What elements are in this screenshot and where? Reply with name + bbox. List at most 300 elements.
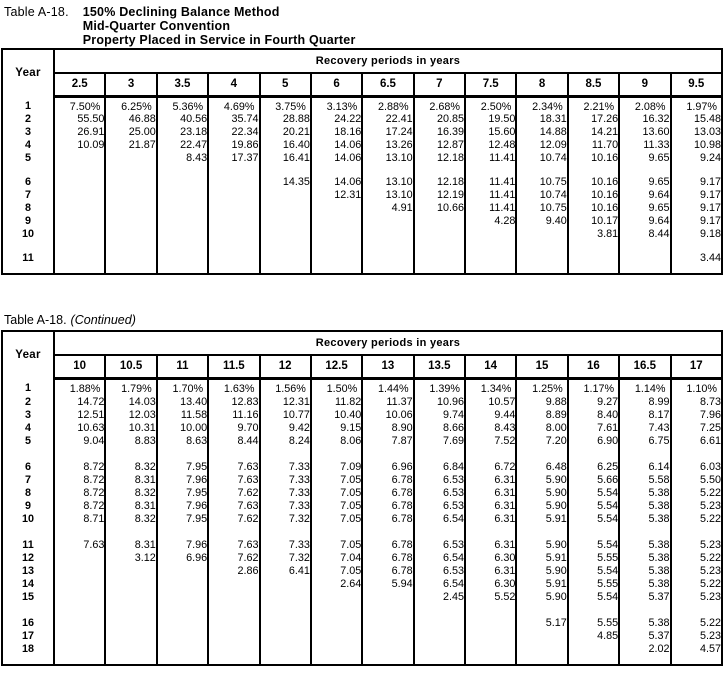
rate-cell-empty [105, 449, 156, 461]
rate-cell [311, 215, 362, 228]
rate-cell [54, 630, 105, 643]
rate-cell: 1.44% [362, 378, 413, 396]
rate-cell: 1.34% [465, 378, 516, 396]
rate-cell: 5.23 [671, 591, 723, 604]
rate-cell: 8.31 [105, 539, 156, 552]
spacer-row [2, 527, 722, 539]
rate-cell-empty [516, 527, 567, 539]
rate-cell: 7.63 [54, 539, 105, 552]
rate-cell-empty [54, 164, 105, 176]
rate-cell: 8.83 [105, 435, 156, 448]
rate-cell-empty [208, 449, 259, 461]
rate-cell: 11.33 [619, 139, 670, 152]
depreciation-table-2 [1, 330, 723, 666]
rate-cell: 9.17 [671, 176, 723, 189]
rate-cell-empty [54, 605, 105, 617]
rate-cell [54, 202, 105, 215]
rate-cell: 7.63 [208, 461, 259, 474]
rate-cell: 5.38 [619, 565, 670, 578]
rate-cell: 7.05 [311, 539, 362, 552]
spacer-row [2, 164, 722, 176]
rate-cell: 8.31 [105, 474, 156, 487]
rate-cell: 5.23 [671, 539, 723, 552]
rate-cell: 13.60 [619, 126, 670, 139]
rate-cell [208, 591, 259, 604]
rate-cell: 5.37 [619, 591, 670, 604]
rate-cell-empty [671, 265, 723, 274]
year-cell: 10 [2, 228, 54, 241]
table-row [2, 539, 722, 552]
rate-cell: 16.32 [619, 113, 670, 126]
year-cell: 8 [2, 202, 54, 215]
rate-cell: 8.89 [516, 409, 567, 422]
rate-cell [516, 643, 567, 656]
rate-cell [362, 617, 413, 630]
recovery-period-column-header: 11.5 [208, 355, 259, 378]
rate-cell [465, 252, 516, 265]
rate-cell: 10.31 [105, 422, 156, 435]
rate-cell: 9.15 [311, 422, 362, 435]
rate-cell: 21.87 [105, 139, 156, 152]
bottom-pad-row [2, 265, 722, 274]
rate-cell: 9.42 [260, 422, 311, 435]
rate-cell: 6.41 [260, 565, 311, 578]
rate-cell: 12.09 [516, 139, 567, 152]
rate-cell: 8.06 [311, 435, 362, 448]
rate-cell-empty [671, 240, 723, 252]
rate-cell-empty [157, 164, 208, 176]
recovery-period-column-header: 17 [671, 355, 723, 378]
rate-cell: 8.32 [105, 513, 156, 526]
recovery-periods-header: Recovery periods in years [54, 49, 722, 73]
rate-cell: 16.41 [260, 152, 311, 165]
rate-cell: 10.00 [157, 422, 208, 435]
rate-cell [414, 228, 465, 241]
rate-cell: 15.48 [671, 113, 723, 126]
year-cell: 6 [2, 176, 54, 189]
rate-cell [260, 578, 311, 591]
rate-cell: 6.84 [414, 461, 465, 474]
rate-cell: 7.33 [260, 539, 311, 552]
rate-cell: 19.86 [208, 139, 259, 152]
rate-cell: 1.79% [105, 378, 156, 396]
rate-cell: 7.63 [208, 539, 259, 552]
rate-cell: 1.39% [414, 378, 465, 396]
rate-cell-empty [311, 605, 362, 617]
rate-cell: 16.39 [414, 126, 465, 139]
rate-cell: 5.50 [671, 474, 723, 487]
rate-cell-empty [568, 164, 619, 176]
rate-cell: 11.58 [157, 409, 208, 422]
rate-cell-empty [619, 164, 670, 176]
depreciation-table-1 [1, 48, 723, 275]
rate-cell [105, 152, 156, 165]
rate-cell: 8.71 [54, 513, 105, 526]
rate-cell-empty [157, 240, 208, 252]
depreciation-table-1-wrap [1, 48, 723, 275]
rate-cell-empty [157, 605, 208, 617]
rate-cell: 9.44 [465, 409, 516, 422]
rate-cell-empty [465, 449, 516, 461]
table-row [2, 487, 722, 500]
rate-cell [208, 617, 259, 630]
rate-cell: 6.48 [516, 461, 567, 474]
rate-cell: 5.55 [568, 552, 619, 565]
rate-cell: 18.31 [516, 113, 567, 126]
rate-cell: 9.65 [619, 152, 670, 165]
rate-cell: 7.61 [568, 422, 619, 435]
table-row [2, 202, 722, 215]
rate-cell: 6.53 [414, 565, 465, 578]
depreciation-table-2-wrap [1, 330, 723, 666]
rate-cell: 6.78 [362, 500, 413, 513]
rate-cell-empty [414, 449, 465, 461]
rate-cell: 17.26 [568, 113, 619, 126]
rate-cell: 17.37 [208, 152, 259, 165]
year-cell: 7 [2, 189, 54, 202]
rate-cell [105, 565, 156, 578]
rate-cell: 6.96 [362, 461, 413, 474]
rate-cell [311, 630, 362, 643]
rate-cell [568, 252, 619, 265]
recovery-period-column-header: 12 [260, 355, 311, 378]
rate-cell: 7.95 [157, 461, 208, 474]
rate-cell: 9.64 [619, 189, 670, 202]
rate-cell: 2.02 [619, 643, 670, 656]
rate-cell: 1.10% [671, 378, 723, 396]
rate-cell: 5.55 [568, 578, 619, 591]
rate-cell [54, 591, 105, 604]
rate-cell-empty [105, 265, 156, 274]
rate-cell [260, 189, 311, 202]
spacer-row [2, 605, 722, 617]
rate-cell [414, 630, 465, 643]
table-row [2, 461, 722, 474]
rate-cell: 7.50% [54, 96, 105, 113]
spacer-row [2, 240, 722, 252]
rate-cell [157, 630, 208, 643]
rate-cell [362, 228, 413, 241]
rate-cell-empty [568, 240, 619, 252]
header-row-span [2, 49, 722, 73]
rate-cell [311, 252, 362, 265]
rate-cell [105, 252, 156, 265]
rate-cell-empty [105, 240, 156, 252]
rate-cell [105, 202, 156, 215]
table-row [2, 513, 722, 526]
rate-cell [105, 176, 156, 189]
table-row [2, 409, 722, 422]
rate-cell: 7.04 [311, 552, 362, 565]
rate-cell: 5.90 [516, 487, 567, 500]
rate-cell: 10.98 [671, 139, 723, 152]
rate-cell: 5.90 [516, 500, 567, 513]
rate-cell [465, 630, 516, 643]
rate-cell [311, 591, 362, 604]
rate-cell [105, 591, 156, 604]
rate-cell: 10.77 [260, 409, 311, 422]
table-row [2, 215, 722, 228]
rate-cell: 7.33 [260, 461, 311, 474]
rate-cell: 22.34 [208, 126, 259, 139]
rate-cell: 13.10 [362, 189, 413, 202]
rate-cell [414, 215, 465, 228]
rate-cell: 10.09 [54, 139, 105, 152]
rate-cell-empty [311, 240, 362, 252]
rate-cell-empty [260, 605, 311, 617]
rate-cell: 5.38 [619, 500, 670, 513]
rate-cell: 6.78 [362, 487, 413, 500]
rate-cell: 2.86 [208, 565, 259, 578]
table1-title-line-1: 150% Declining Balance Method [82, 5, 280, 19]
rate-cell [311, 228, 362, 241]
rate-cell [260, 202, 311, 215]
rate-cell [54, 565, 105, 578]
table1-title-line-3: Property Placed in Service in Fourth Quarter [82, 33, 356, 47]
rate-cell: 1.88% [54, 378, 105, 396]
rate-cell [362, 252, 413, 265]
rate-cell: 7.32 [260, 552, 311, 565]
rate-cell: 1.97% [671, 96, 723, 113]
rate-cell-empty [414, 265, 465, 274]
rate-cell-empty [260, 656, 311, 665]
recovery-period-column-header: 5 [260, 73, 311, 96]
rate-cell [414, 643, 465, 656]
rate-cell: 3.75% [260, 96, 311, 113]
rate-cell [105, 617, 156, 630]
rate-cell: 3.13% [311, 96, 362, 113]
recovery-period-column-header: 6.5 [362, 73, 413, 96]
rate-cell: 9.24 [671, 152, 723, 165]
rate-cell-empty [516, 656, 567, 665]
rate-cell: 6.75 [619, 435, 670, 448]
rate-cell-empty [208, 656, 259, 665]
rate-cell [208, 630, 259, 643]
depreciation-table-1-header [2, 49, 722, 96]
rate-cell-empty [465, 164, 516, 176]
rate-cell: 8.44 [208, 435, 259, 448]
rate-cell: 9.17 [671, 215, 723, 228]
rate-cell [208, 252, 259, 265]
rate-cell: 12.18 [414, 176, 465, 189]
rate-cell [619, 252, 670, 265]
rate-cell: 10.75 [516, 202, 567, 215]
rate-cell: 9.70 [208, 422, 259, 435]
rate-cell: 5.38 [619, 513, 670, 526]
rate-cell: 3.44 [671, 252, 723, 265]
rate-cell-empty [619, 240, 670, 252]
rate-cell: 7.52 [465, 435, 516, 448]
recovery-period-column-header: 8.5 [568, 73, 619, 96]
rate-cell: 11.41 [465, 202, 516, 215]
table-row [2, 422, 722, 435]
rate-cell-empty [362, 656, 413, 665]
rate-cell: 1.56% [260, 378, 311, 396]
rate-cell-empty [260, 265, 311, 274]
rate-cell [157, 617, 208, 630]
rate-cell: 10.74 [516, 189, 567, 202]
rate-cell: 8.43 [157, 152, 208, 165]
rate-cell: 6.30 [465, 552, 516, 565]
rate-cell-empty [54, 265, 105, 274]
rate-cell: 5.38 [619, 617, 670, 630]
rate-cell: 6.96 [157, 552, 208, 565]
rate-cell-empty [208, 605, 259, 617]
rate-cell: 6.53 [414, 487, 465, 500]
rate-cell: 26.91 [54, 126, 105, 139]
rate-cell: 13.10 [362, 176, 413, 189]
rate-cell: 23.18 [157, 126, 208, 139]
year-cell: 1 [2, 378, 54, 396]
rate-cell-empty [465, 605, 516, 617]
rate-cell [54, 552, 105, 565]
rate-cell: 7.05 [311, 487, 362, 500]
rate-cell: 8.63 [157, 435, 208, 448]
table-row [2, 252, 722, 265]
rate-cell: 1.14% [619, 378, 670, 396]
rate-cell: 1.17% [568, 378, 619, 396]
rate-cell: 8.73 [671, 396, 723, 409]
rate-cell: 19.50 [465, 113, 516, 126]
rate-cell: 5.54 [568, 591, 619, 604]
rate-cell: 8.31 [105, 500, 156, 513]
rate-cell [105, 228, 156, 241]
rate-cell [105, 215, 156, 228]
rate-cell: 5.22 [671, 617, 723, 630]
rate-cell: 8.90 [362, 422, 413, 435]
rate-cell-empty [208, 527, 259, 539]
rate-cell: 8.66 [414, 422, 465, 435]
rate-cell: 25.00 [105, 126, 156, 139]
rate-cell: 13.03 [671, 126, 723, 139]
rate-cell-empty [54, 449, 105, 461]
year-cell: 11 [2, 252, 54, 265]
rate-cell: 6.54 [414, 578, 465, 591]
rate-cell [54, 617, 105, 630]
rate-cell [208, 578, 259, 591]
rate-cell-empty [105, 656, 156, 665]
rate-cell: 3.12 [105, 552, 156, 565]
rate-cell [516, 252, 567, 265]
rate-cell: 5.38 [619, 552, 670, 565]
rate-cell [311, 202, 362, 215]
rate-cell-empty [208, 164, 259, 176]
rate-cell: 8.40 [568, 409, 619, 422]
rate-cell [260, 228, 311, 241]
rate-cell: 2.21% [568, 96, 619, 113]
rate-cell: 15.60 [465, 126, 516, 139]
header-row-span [2, 331, 722, 355]
rate-cell [260, 252, 311, 265]
rate-cell: 5.22 [671, 487, 723, 500]
rate-cell: 10.17 [568, 215, 619, 228]
table-row [2, 126, 722, 139]
rate-cell: 10.40 [311, 409, 362, 422]
rate-cell: 6.30 [465, 578, 516, 591]
rate-cell [260, 617, 311, 630]
rate-cell: 6.72 [465, 461, 516, 474]
rate-cell: 4.91 [362, 202, 413, 215]
rate-cell-empty [157, 656, 208, 665]
recovery-period-column-header: 9 [619, 73, 670, 96]
rate-cell: 14.35 [260, 176, 311, 189]
rate-cell: 5.23 [671, 565, 723, 578]
rate-cell: 6.78 [362, 513, 413, 526]
rate-cell: 5.23 [671, 630, 723, 643]
rate-cell: 7.96 [671, 409, 723, 422]
recovery-period-column-header: 7 [414, 73, 465, 96]
rate-cell [54, 252, 105, 265]
rate-cell-empty [157, 449, 208, 461]
rate-cell: 1.70% [157, 378, 208, 396]
recovery-period-column-header: 2.5 [54, 73, 105, 96]
rate-cell-empty [414, 240, 465, 252]
recovery-period-column-header: 12.5 [311, 355, 362, 378]
rate-cell: 6.90 [568, 435, 619, 448]
rate-cell: 10.74 [516, 152, 567, 165]
rate-cell: 35.74 [208, 113, 259, 126]
rate-cell [105, 630, 156, 643]
rate-cell: 4.57 [671, 643, 723, 656]
rate-cell: 8.99 [619, 396, 670, 409]
rate-cell: 10.06 [362, 409, 413, 422]
rate-cell: 8.72 [54, 487, 105, 500]
rate-cell: 6.78 [362, 474, 413, 487]
year-cell-empty [2, 656, 54, 665]
rate-cell: 6.31 [465, 474, 516, 487]
recovery-period-column-header: 11 [157, 355, 208, 378]
table-row [2, 591, 722, 604]
year-cell: 12 [2, 552, 54, 565]
rate-cell-empty [671, 449, 723, 461]
rate-cell: 12.03 [105, 409, 156, 422]
rate-cell-empty [362, 164, 413, 176]
rate-cell [208, 176, 259, 189]
header-row-periods [2, 355, 722, 378]
year-cell-empty [2, 527, 54, 539]
rate-cell [362, 215, 413, 228]
depreciation-table-1-body [2, 96, 722, 274]
rate-cell: 14.21 [568, 126, 619, 139]
table-row [2, 152, 722, 165]
rate-cell-empty [568, 527, 619, 539]
year-column-header: Year [2, 331, 54, 378]
year-cell: 4 [2, 139, 54, 152]
rate-cell: 17.24 [362, 126, 413, 139]
rate-cell: 5.91 [516, 513, 567, 526]
recovery-period-column-header: 16.5 [619, 355, 670, 378]
rate-cell: 5.55 [568, 617, 619, 630]
rate-cell: 10.66 [414, 202, 465, 215]
rate-cell: 11.82 [311, 396, 362, 409]
year-column-header: Year [2, 49, 54, 96]
table-row [2, 617, 722, 630]
rate-cell [260, 630, 311, 643]
rate-cell: 7.96 [157, 500, 208, 513]
table-row [2, 643, 722, 656]
rate-cell: 7.87 [362, 435, 413, 448]
rate-cell: 5.22 [671, 552, 723, 565]
rate-cell [208, 189, 259, 202]
rate-cell: 5.52 [465, 591, 516, 604]
rate-cell [54, 228, 105, 241]
rate-cell [568, 643, 619, 656]
recovery-period-column-header: 4 [208, 73, 259, 96]
rate-cell: 5.90 [516, 591, 567, 604]
rate-cell [157, 176, 208, 189]
year-cell: 10 [2, 513, 54, 526]
year-cell: 18 [2, 643, 54, 656]
